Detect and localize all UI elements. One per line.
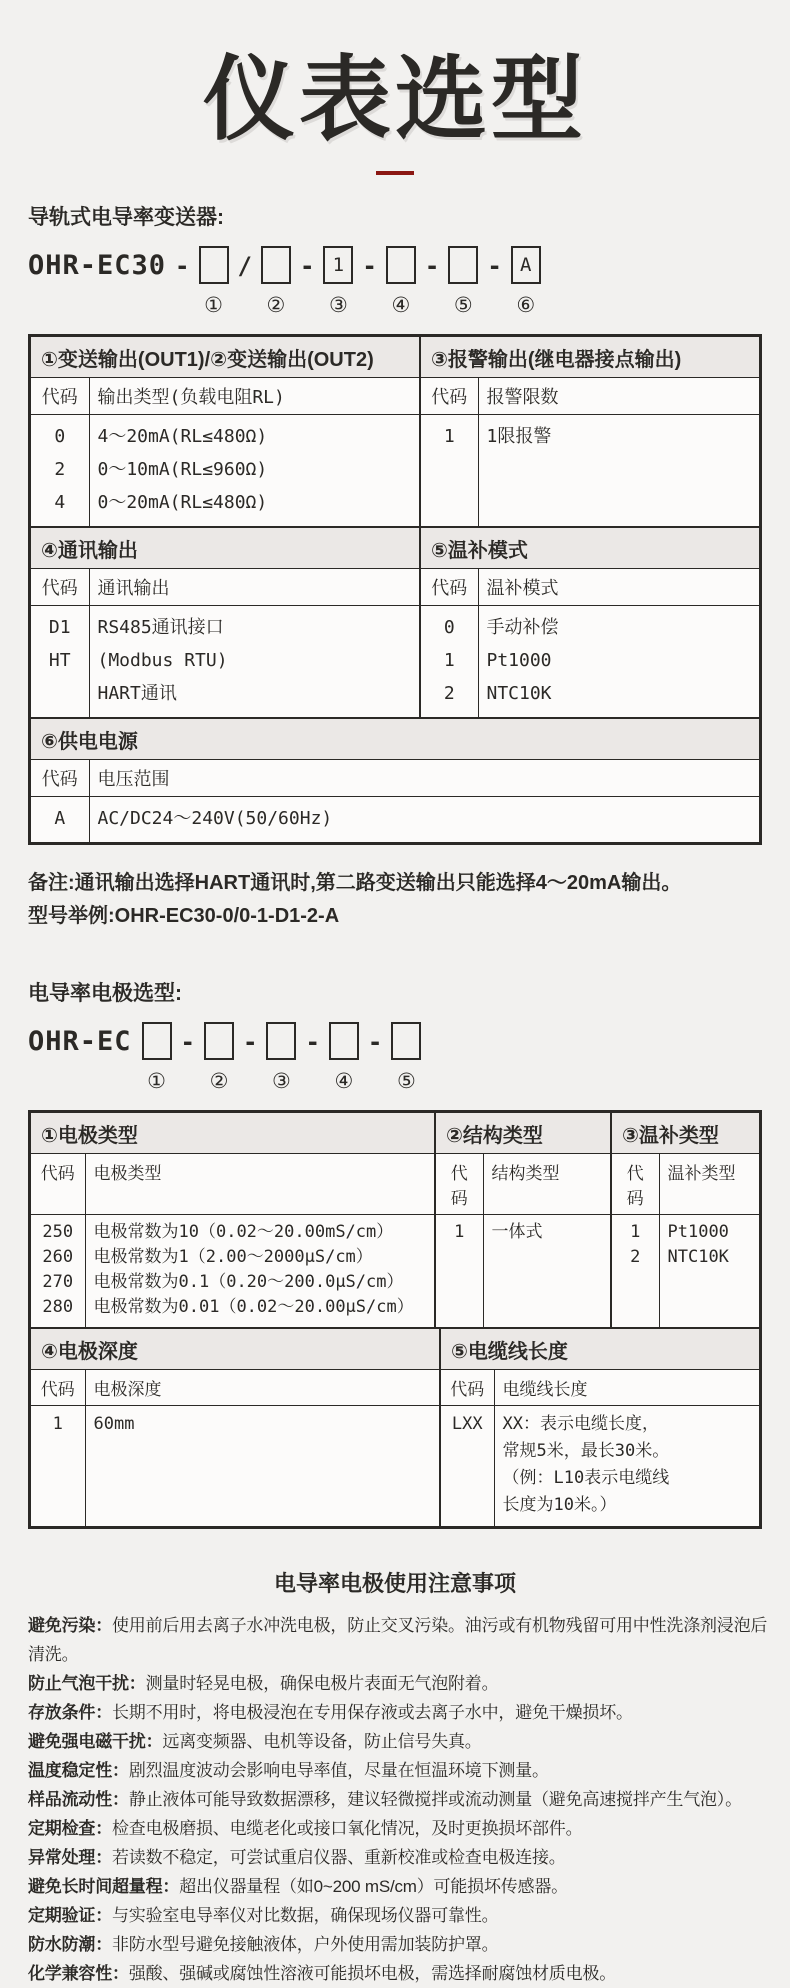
code-slot-3 — [266, 1022, 296, 1094]
sub-header-cell: 电缆线长度 — [494, 1370, 759, 1406]
code-cell — [31, 1215, 85, 1328]
code-index: ⑤ — [453, 294, 473, 318]
sub-header-cell: 代码 — [31, 1370, 85, 1406]
code-box — [142, 1022, 172, 1060]
code-separator: / — [237, 252, 252, 281]
note-label: 定期检查： — [28, 1819, 112, 1839]
code-value: 4 — [54, 492, 66, 514]
code-value: 1 — [443, 650, 455, 672]
desc-value: 1限报警 — [486, 426, 552, 448]
code-slot-4 — [386, 246, 416, 318]
code-slot-4 — [329, 1022, 359, 1094]
table-row — [31, 569, 759, 606]
code-value: 250 — [42, 1222, 74, 1243]
code-slot-5 — [448, 246, 478, 318]
note-text: 若读数不稳定，可尝试重启仪器、重新校准或检查电极连接。 — [112, 1848, 566, 1868]
notes-heading: 电导率电极使用注意事项 — [273, 1571, 516, 1597]
code-separator: - — [424, 252, 440, 281]
page-title: 仪表选型 — [202, 49, 587, 151]
sub-header-cell: 输出类型(负载电阻RL) — [89, 378, 420, 415]
code-index: ① — [204, 294, 223, 318]
note-item — [28, 1698, 770, 1727]
remark-line-1: 备注:通讯输出选择HART通讯时,第二路变送输出只能选择4～20mA输出。 — [28, 872, 682, 895]
sub-header-cell: 电压范围 — [89, 760, 759, 797]
desc-value: 长度为10米。） — [502, 1495, 617, 1516]
code-slot-6 — [511, 246, 541, 318]
code-value: 270 — [42, 1272, 74, 1293]
desc-value: AC/DC24～240V(50/60Hz) — [97, 808, 333, 830]
desc-value: 电极常数为0.01（0.02～20.00μS/cm） — [93, 1297, 414, 1318]
note-text: 非防水型号避免接触液体，户外使用需加装防护罩。 — [112, 1935, 499, 1955]
desc-cell — [659, 1215, 759, 1328]
sub-header-cell: 通讯输出 — [89, 569, 420, 606]
code-value: 2 — [443, 683, 455, 705]
code-index: ④ — [391, 294, 411, 318]
code-cell — [611, 1215, 659, 1328]
section-header-alarm: ③报警输出(继电器接点输出) — [420, 337, 759, 378]
electrode-section-label: 电导率电极选型: — [28, 982, 182, 1006]
note-item — [28, 1930, 770, 1959]
note-text: 强酸、强碱或腐蚀性溶液可能损坏电极，需选择耐腐蚀材质电极。 — [128, 1964, 617, 1984]
note-item — [28, 1785, 770, 1814]
desc-cell — [89, 415, 420, 527]
code-separator: - — [243, 1028, 258, 1057]
model-prefix: OHR-EC — [28, 1026, 132, 1058]
desc-cell — [483, 1215, 611, 1328]
desc-value: 0～10mA(RL≤960Ω) — [97, 459, 268, 481]
desc-value: 一体式 — [491, 1222, 543, 1243]
sub-header-cell: 代码 — [31, 569, 89, 606]
code-value: A — [54, 808, 66, 830]
desc-value: 60mm — [93, 1414, 135, 1435]
desc-value: (Modbus RTU) — [97, 650, 228, 672]
desc-value: （例：L10表示电缆线 — [502, 1468, 670, 1489]
section-header-cable: ⑤电缆线长度 — [440, 1328, 759, 1370]
code-value: HT — [48, 650, 71, 672]
note-label: 存放条件： — [28, 1703, 112, 1723]
desc-cell — [478, 606, 759, 718]
code-cell — [31, 606, 89, 718]
desc-cell — [89, 606, 420, 718]
code-value: 0 — [54, 426, 66, 448]
sub-header-cell: 电极深度 — [85, 1370, 440, 1406]
code-box — [391, 1022, 421, 1060]
remark-block — [28, 867, 762, 933]
code-index: ⑥ — [516, 294, 536, 318]
desc-value: RS485通讯接口 — [97, 617, 224, 639]
code-slot-2 — [204, 1022, 234, 1094]
table-row — [31, 797, 759, 843]
note-label: 防水防潮： — [28, 1935, 112, 1955]
code-value: 0 — [443, 617, 455, 639]
code-cell — [31, 797, 89, 843]
sub-header-cell: 报警限数 — [478, 378, 759, 415]
code-box — [448, 246, 478, 284]
table-section-comm-temp — [31, 526, 759, 717]
desc-value: Pt1000 — [486, 650, 552, 672]
code-slot-2 — [261, 246, 291, 318]
code-value: 280 — [42, 1297, 74, 1318]
table-section-output-alarm — [31, 337, 759, 526]
code-slot-5 — [391, 1022, 421, 1094]
desc-value: NTC10K — [667, 1247, 729, 1268]
desc-value: 电极常数为1（2.00～2000μS/cm） — [93, 1247, 373, 1268]
code-box — [329, 1022, 359, 1060]
note-label: 避免污染： — [28, 1616, 112, 1636]
desc-value: 电极常数为10（0.02～20.00mS/cm） — [93, 1222, 394, 1243]
code-cell — [440, 1406, 494, 1527]
sub-header-cell: 温补类型 — [659, 1154, 759, 1215]
code-index: ③ — [328, 294, 348, 318]
code-value: 260 — [42, 1247, 74, 1268]
note-text: 长期不用时，将电极浸泡在专用保存液或去离子水中，避免干燥损坏。 — [112, 1703, 633, 1723]
code-separator: - — [362, 252, 377, 281]
code-index: ② — [266, 294, 286, 318]
code-separator: - — [180, 1028, 195, 1057]
electrode-spec-table — [28, 1110, 762, 1529]
desc-cell — [494, 1406, 759, 1527]
code-value: 1 — [454, 1222, 465, 1243]
code-index: ① — [147, 1070, 166, 1094]
section-header-temp-comp: ③温补类型 — [611, 1113, 759, 1154]
desc-value: 电极常数为0.1（0.20～200.0μS/cm） — [93, 1272, 404, 1293]
desc-value: 常规5米，最长30米。 — [502, 1441, 670, 1462]
code-value: 1 — [52, 1414, 63, 1435]
table-row — [31, 1328, 759, 1370]
desc-value: NTC10K — [486, 683, 552, 705]
desc-value: 0～20mA(RL≤480Ω) — [97, 492, 268, 514]
table-row — [31, 527, 759, 569]
note-item — [28, 1727, 770, 1756]
code-separator: - — [367, 1028, 383, 1057]
note-text: 测量时轻晃电极，确保电极片表面无气泡附着。 — [145, 1674, 499, 1694]
table-row — [31, 1406, 759, 1527]
note-label: 化学兼容性： — [28, 1964, 129, 1984]
code-slot-1 — [142, 1022, 172, 1094]
note-text: 与实验室电导率仪对比数据，确保现场仪器可靠性。 — [112, 1906, 499, 1926]
desc-value: 4～20mA(RL≤480Ω) — [97, 426, 268, 448]
sub-header-cell: 代码 — [440, 1370, 494, 1406]
code-cell — [420, 606, 478, 718]
note-text: 远离变频器、电机等设备，防止信号失真。 — [162, 1732, 482, 1752]
desc-cell — [85, 1215, 435, 1328]
section-header-output: ①变送输出(OUT1)/②变送输出(OUT2) — [31, 337, 420, 378]
code-index: ② — [209, 1070, 229, 1094]
table-row — [31, 760, 759, 797]
note-label: 样品流动性： — [28, 1790, 129, 1810]
sub-header-cell: 代码 — [31, 378, 89, 415]
sub-header-cell: 代码 — [420, 569, 478, 606]
desc-cell — [85, 1406, 440, 1527]
code-separator: - — [305, 1028, 320, 1057]
code-value: 2 — [54, 459, 66, 481]
sub-header-cell: 电极类型 — [85, 1154, 435, 1215]
note-label: 定期验证： — [28, 1906, 112, 1926]
note-text: 使用前后用去离子水冲洗电极，防止交叉污染。油污或有机物残留可用中性洗涤剂浸泡后清洗。 — [28, 1616, 768, 1665]
sub-header-cell: 代码 — [611, 1154, 659, 1215]
section-header-structure: ②结构类型 — [435, 1113, 611, 1154]
code-value: LXX — [451, 1414, 483, 1435]
section-header-comm: ④通讯输出 — [31, 527, 420, 569]
code-separator: - — [299, 252, 315, 281]
sub-header-cell: 温补模式 — [478, 569, 759, 606]
note-label: 防止气泡干扰： — [28, 1674, 146, 1694]
table-row — [31, 606, 759, 718]
code-separator: - — [175, 252, 190, 281]
title-accent-divider — [376, 171, 414, 175]
table-row — [31, 1370, 759, 1406]
code-cell — [420, 415, 478, 527]
code-slot-1 — [199, 246, 229, 318]
note-label: 温度稳定性： — [28, 1761, 129, 1781]
transmitter-model-code — [28, 246, 790, 318]
note-item — [28, 1814, 770, 1843]
desc-cell — [478, 415, 759, 527]
table-row — [31, 415, 759, 527]
note-label: 避免强电磁干扰： — [28, 1732, 163, 1752]
sub-header-cell: 代码 — [31, 1154, 85, 1215]
notes-list — [28, 1611, 770, 1988]
section-header-depth: ④电极深度 — [31, 1328, 440, 1370]
desc-value: HART通讯 — [97, 683, 177, 705]
sub-header-cell: 代码 — [31, 760, 89, 797]
code-value: 1 — [630, 1222, 641, 1243]
table-row — [31, 378, 759, 415]
sub-header-cell: 代码 — [435, 1154, 483, 1215]
transmitter-spec-table — [28, 334, 762, 845]
note-label: 避免长时间超量程： — [28, 1877, 180, 1897]
code-index: ⑤ — [396, 1070, 416, 1094]
section-header-electrode-type: ①电极类型 — [31, 1113, 435, 1154]
code-slot-3 — [323, 246, 353, 318]
table-section-depth-cable — [31, 1327, 759, 1526]
note-item — [28, 1843, 770, 1872]
remark-line-2: 型号举例:OHR-EC30-0/0-1-D1-2-A — [28, 905, 340, 928]
desc-value: 手动补偿 — [486, 617, 559, 639]
code-box — [199, 246, 229, 284]
section-header-temp: ⑤温补模式 — [420, 527, 759, 569]
code-value: 1 — [443, 426, 455, 448]
code-value: D1 — [48, 617, 71, 639]
code-box: 1 — [323, 246, 353, 284]
code-index: ④ — [334, 1070, 354, 1094]
note-item — [28, 1669, 770, 1698]
sub-header-cell: 代码 — [420, 378, 478, 415]
table-row — [31, 718, 759, 760]
table-section-power — [31, 717, 759, 842]
code-cell — [31, 415, 89, 527]
code-cell — [435, 1215, 483, 1328]
table-section-electrode-type — [31, 1113, 759, 1327]
electrode-model-code — [28, 1022, 790, 1094]
note-label: 异常处理： — [28, 1848, 112, 1868]
sub-header-cell: 结构类型 — [483, 1154, 611, 1215]
note-text: 静止液体可能导致数据漂移，建议轻微搅拌或流动测量（避免高速搅拌产生气泡）。 — [128, 1790, 742, 1810]
transmitter-section-label: 导轨式电导率变送器: — [28, 206, 224, 230]
desc-value: Pt1000 — [667, 1222, 729, 1243]
code-box — [261, 246, 291, 284]
code-box — [386, 246, 416, 284]
note-item — [28, 1901, 770, 1930]
note-item — [28, 1959, 770, 1988]
table-row — [31, 1215, 759, 1328]
note-item — [28, 1611, 770, 1669]
note-text: 剧烈温度波动会影响电导率值，尽量在恒温环境下测量。 — [128, 1761, 549, 1781]
code-separator: - — [487, 252, 502, 281]
code-value: 2 — [630, 1247, 641, 1268]
note-text: 超出仪器量程（如0~200 mS/cm）可能损坏传感器。 — [179, 1877, 568, 1897]
desc-cell — [89, 797, 759, 843]
table-row — [31, 337, 759, 378]
code-box: A — [511, 246, 541, 284]
code-index: ③ — [272, 1070, 291, 1094]
note-text: 检查电极磨损、电缆老化或接口氧化情况，及时更换损坏部件。 — [112, 1819, 583, 1839]
table-row — [31, 1154, 759, 1215]
desc-value: XX：表示电缆长度， — [502, 1414, 659, 1435]
section-header-power: ⑥供电电源 — [31, 718, 759, 760]
code-box — [204, 1022, 234, 1060]
note-item — [28, 1872, 770, 1901]
code-box — [266, 1022, 296, 1060]
model-prefix: OHR-EC30 — [28, 250, 167, 282]
code-cell — [31, 1406, 85, 1527]
table-row — [31, 1113, 759, 1154]
